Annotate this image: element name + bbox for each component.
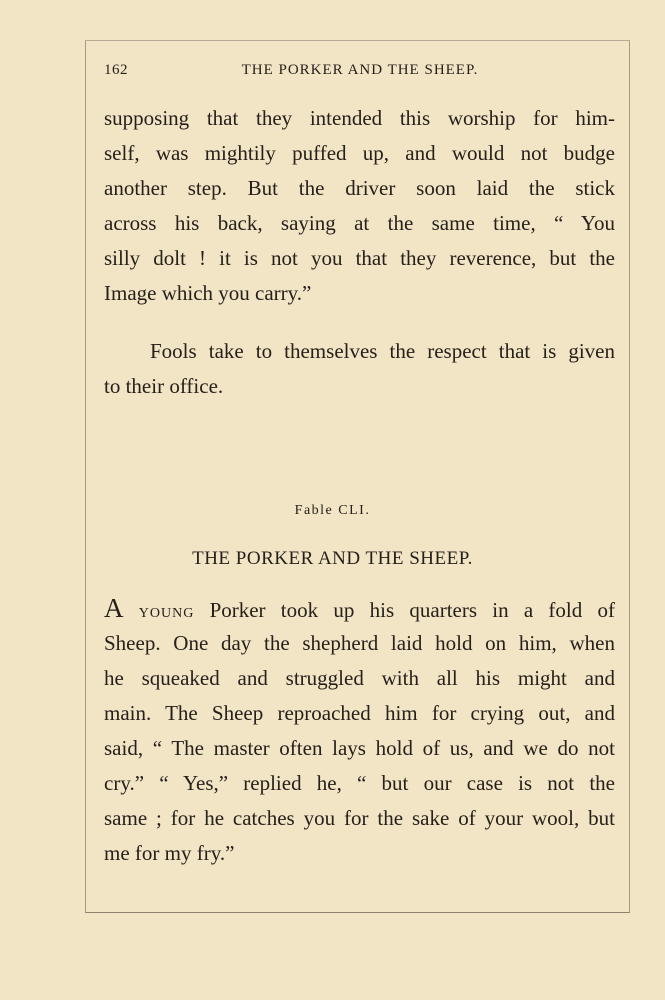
running-head: THE PORKER AND THE SHEEP. xyxy=(241,62,479,78)
text-line: cry.” “ Yes,” replied he, “ but our case is not the xyxy=(104,771,615,795)
first-line-text: Porker took up his quarters in a fold of xyxy=(209,598,615,622)
fable-number: Fable CLI. xyxy=(294,503,371,518)
fable-first-line xyxy=(104,591,615,626)
fable-title: THE PORKER AND THE SHEEP. xyxy=(192,548,473,569)
page-header xyxy=(104,62,616,86)
text-line: Sheep. One day the shepherd laid hold on him, when xyxy=(104,631,615,655)
text-line: supposing that they intended this worship for him- xyxy=(104,106,615,130)
text-line: another step. But the driver soon laid the stick xyxy=(104,176,615,200)
text-line: Image which you carry.” xyxy=(104,281,312,305)
text-line: main. The Sheep reproached him for crying out, and xyxy=(104,701,615,725)
drop-capital: A xyxy=(104,593,124,623)
previous-fable-ending xyxy=(104,101,615,311)
fable-body xyxy=(104,591,615,871)
moral-line: Fools take to themselves the respect that is given xyxy=(150,339,615,363)
text-line: self, was mightily puffed up, and would not budge xyxy=(104,141,615,165)
small-caps-word: YOUNG xyxy=(138,606,195,621)
page-number: 162 xyxy=(104,62,128,78)
moral-line: to their office. xyxy=(104,374,224,398)
text-line: across his back, saying at the same time, “ You xyxy=(104,211,615,235)
moral xyxy=(104,334,615,404)
text-line: said, “ The master often lays hold of us, and we do not xyxy=(104,736,615,760)
text-line: he squeaked and struggled with all his might and xyxy=(104,666,615,690)
text-line: me for my fry.” xyxy=(104,841,235,865)
text-line: same ; for he catches you for the sake of your wool, but xyxy=(104,806,615,830)
text-line: silly dolt ! it is not you that they reverence, but the xyxy=(104,246,615,270)
